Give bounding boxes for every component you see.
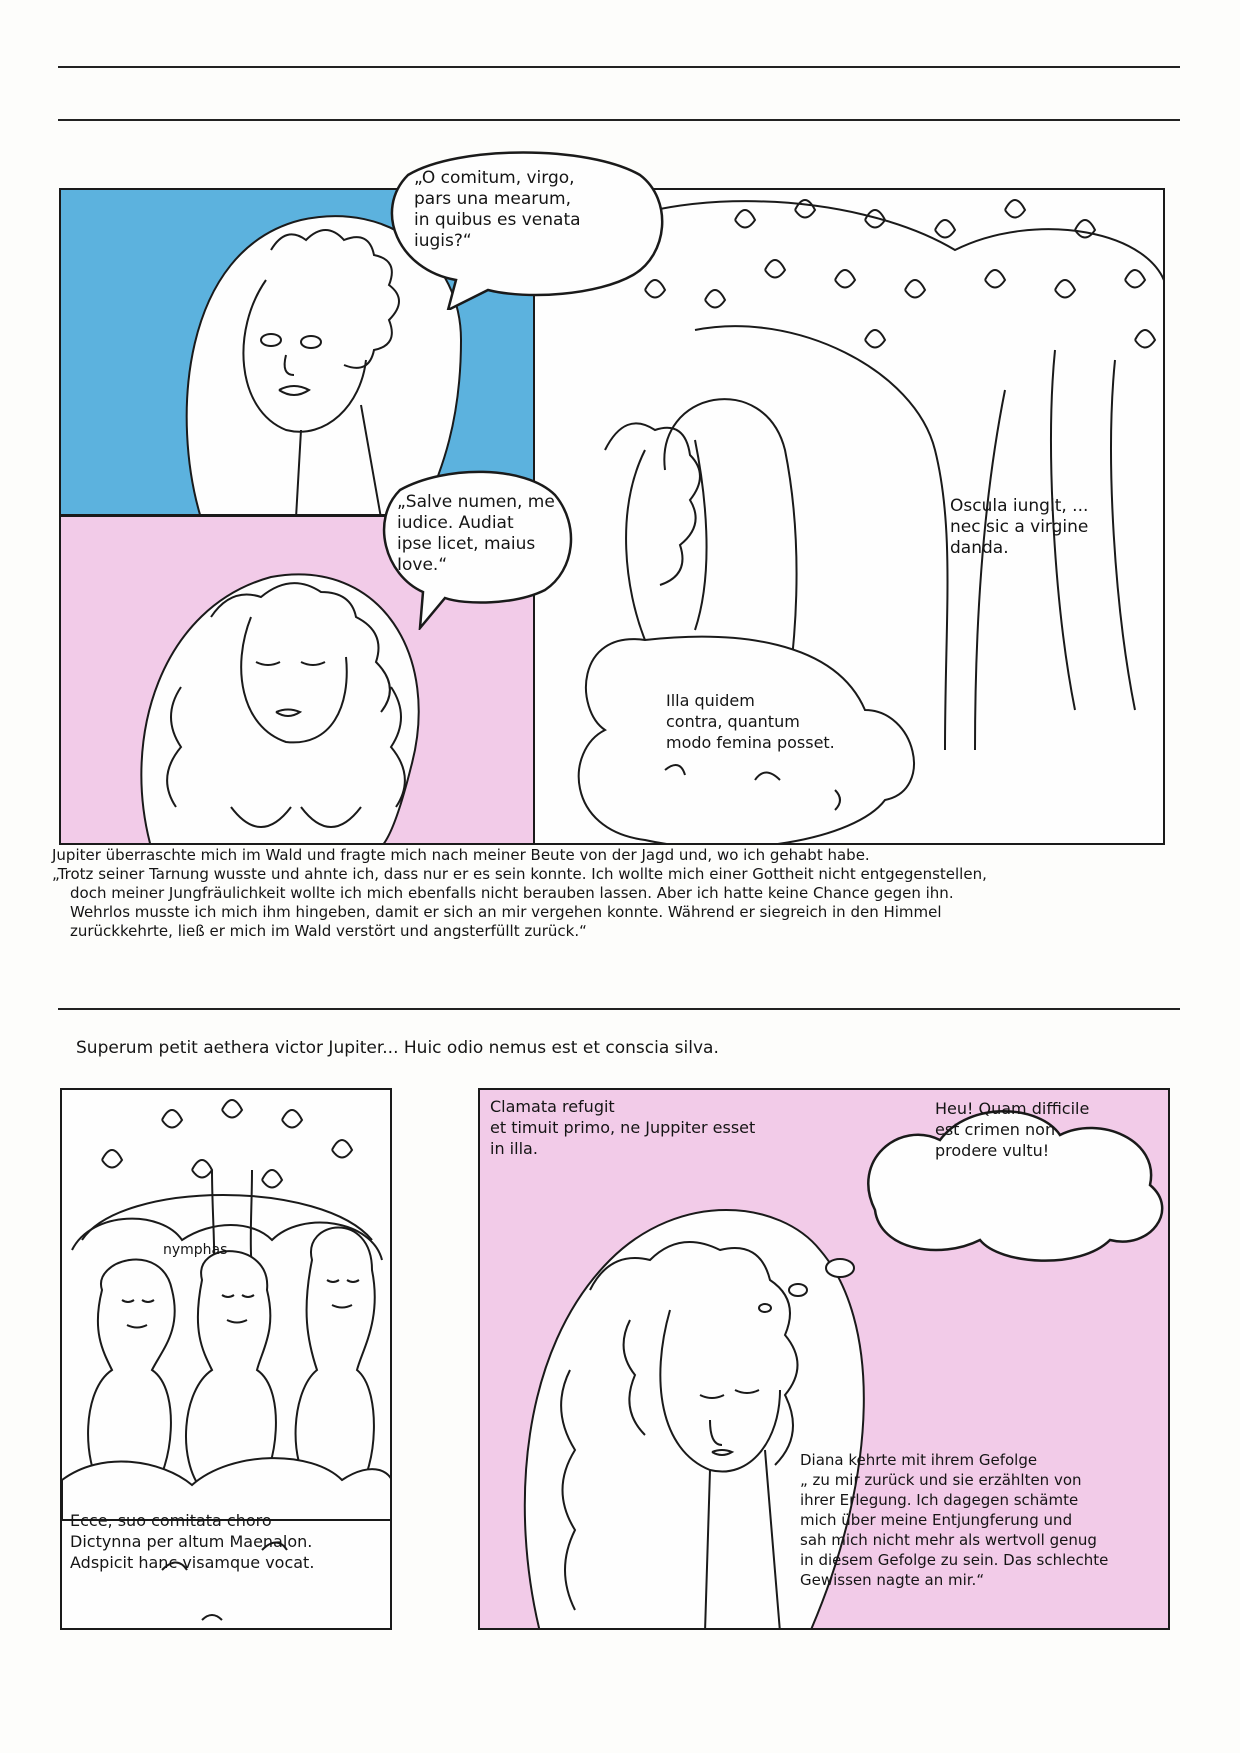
caption-line: contra, quantum: [666, 712, 800, 731]
narration-line: Jupiter überraschte mich im Wald und fragte mich nach meiner Beute von der Jagd und, wo ich gehabt habe.: [52, 846, 870, 864]
caption-clamata: [490, 1096, 870, 1159]
narration-line: „Trotz seiner Tarnung wusste und ahnte ich, dass nur er es sein konnte. Ich wollte mich einer Gottheit nicht entgegenstellen,: [52, 865, 987, 883]
narration-line: zurückkehrte, ließ er mich im Wald verstört und angsterfüllt zurück.“: [70, 922, 587, 940]
caption-ecce: [70, 1510, 390, 1573]
speech-line: iugis?“: [414, 231, 472, 251]
caption-line: Diana kehrte mit ihrem Gefolge: [800, 1451, 1038, 1469]
caption-line: Gewissen nagte an mir.“: [800, 1571, 985, 1589]
caption-line: Illa quidem: [666, 691, 755, 710]
label-nymphas: nymphas: [163, 1242, 228, 1258]
middle-rule: [58, 1008, 1180, 1010]
caption-line: Oscula iungit, ...: [950, 496, 1089, 516]
caption-diana-kehrte: [800, 1450, 1170, 1590]
caption-line: in diesem Gefolge zu sein. Das schlechte: [800, 1551, 1109, 1569]
strip-title: Superum petit aethera victor Jupiter... Huic odio nemus est et conscia silva.: [76, 1038, 719, 1058]
speech-line: „Salve numen, me: [397, 492, 555, 512]
speech-line: Iove.“: [397, 555, 448, 575]
speech-bubble-jupiter: [378, 150, 668, 310]
speech-line: pars una mearum,: [414, 189, 571, 209]
caption-line: ihrer Erlegung. Ich dagegen schämte: [800, 1491, 1079, 1509]
thought-line: est crimen non: [935, 1120, 1056, 1139]
narration-block: [52, 846, 1172, 941]
caption-line: nec sic a virgine: [950, 517, 1089, 537]
caption-illa-quidem: [666, 690, 906, 753]
caption-line: danda.: [950, 538, 1009, 558]
thought-line: prodere vultu!: [935, 1141, 1050, 1160]
caption-line: „ zu mir zurück und sie erzählten von: [800, 1471, 1082, 1489]
speech-line: „O comitum, virgo,: [414, 168, 575, 188]
caption-line: mich über meine Entjungferung und: [800, 1511, 1073, 1529]
caption-line: Ecce, suo comitata choro: [70, 1511, 272, 1530]
caption-line: sah mich nicht mehr als wertvoll genug: [800, 1531, 1097, 1549]
narration-line: Wehrlos musste ich mich ihm hingeben, damit er sich an mir vergehen konnte. Während er siegreich in den Himmel: [70, 903, 942, 921]
caption-oscula: [950, 496, 1150, 559]
speech-bubble-callisto: [375, 470, 575, 630]
speech-line: ipse licet, maius: [397, 534, 536, 554]
caption-line: Adspicit hanc visamque vocat.: [70, 1553, 315, 1572]
thought-bubble-text: [935, 1098, 1165, 1161]
thought-line: Heu! Quam difficile: [935, 1099, 1090, 1118]
caption-line: et timuit primo, ne Juppiter esset: [490, 1118, 756, 1137]
speech-line: iudice. Audiat: [397, 513, 514, 533]
caption-line: Clamata refugit: [490, 1097, 615, 1116]
caption-line: Dictynna per altum Maenalon.: [70, 1532, 313, 1551]
caption-line: modo femina posset.: [666, 733, 835, 752]
top-rule-1: [58, 66, 1180, 68]
narration-line: doch meiner Jungfräulichkeit wollte ich mich ebenfalls nicht berauben lassen. Aber ich hatte keine Chance gegen ihn.: [70, 884, 954, 902]
top-rule-2: [58, 119, 1180, 121]
speech-line: in quibus es venata: [414, 210, 581, 230]
caption-line: in illa.: [490, 1139, 538, 1158]
